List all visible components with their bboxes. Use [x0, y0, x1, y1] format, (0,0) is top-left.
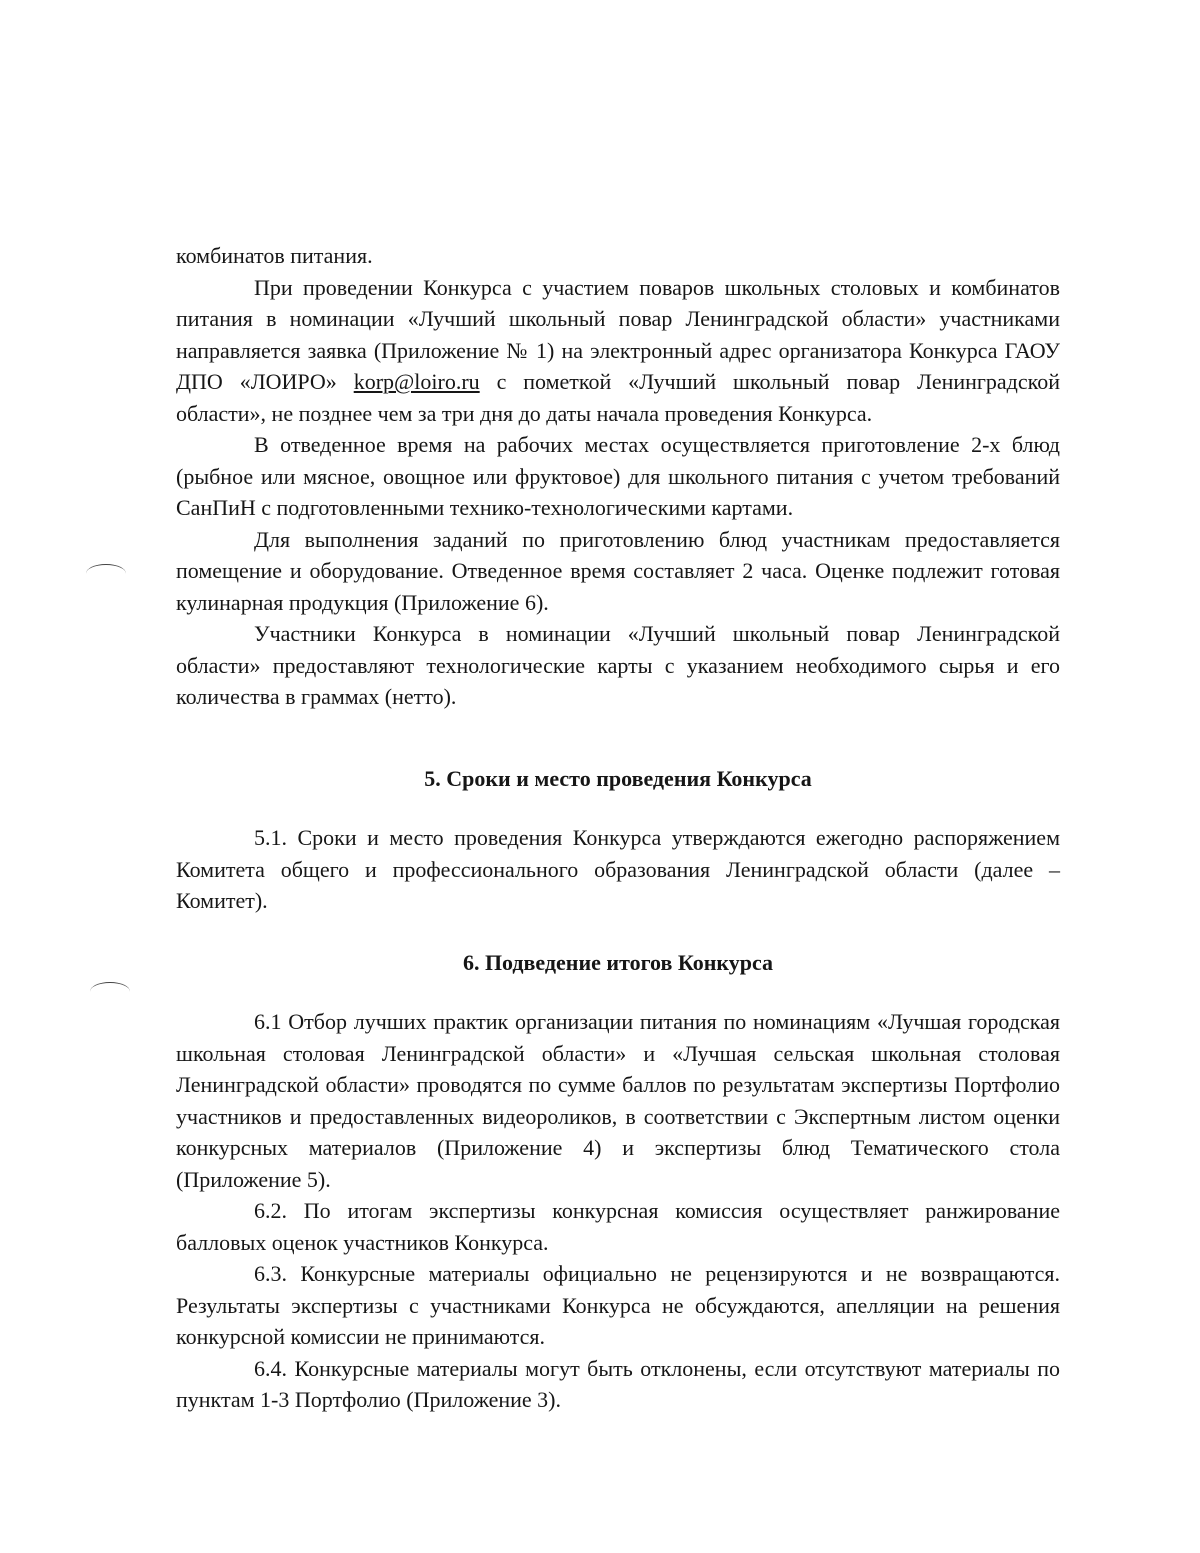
section-6-paragraph-3: 6.3. Конкурсные материалы официально не рецензируются и не возвращаются. Результаты экспертизы с участниками Конкурса не обсуждаются, апелляции на решения конкурсной комиссии не принимаются. — [176, 1261, 1060, 1349]
section-6-paragraph-1: 6.1 Отбор лучших практик организации питания по номинациям «Лучшая городская школьная столовая Ленинградской области» и «Лучшая сельская школьная столовая Ленинградской области» проводятся по сумме баллов по результатам экспертизы Портфолио участников и предоставленных видеороликов, в соответствии с Экспертным листом оценки конкурсных материалов (Приложение 4) и экспертизы блюд Тематического стола (Приложение 5). — [176, 1009, 1060, 1192]
intro-paragraph-3: Для выполнения заданий по приготовлению блюд участникам предоставляется помещение и оборудование. Отведенное время составляет 2 часа. Оценке подлежит готовая кулинарная продукция (Приложение 6). — [176, 526, 1060, 615]
section-6-paragraph-2: 6.2. По итогам экспертизы конкурсная комиссия осуществляет ранжирование балловых оценок участников Конкурса. — [176, 1198, 1060, 1255]
hole-punch-mark — [86, 564, 126, 583]
organizer-email: korp@loiro.ru — [353, 369, 480, 394]
intro-paragraph-2: В отведенное время на рабочих местах осуществляется приготовление 2-х блюд (рыбное или мясное, овощное или фруктовое) для школьного питания с учетом требований СанПиН с подготовленными технико-технологическими картами. — [176, 432, 1060, 520]
intro-p1-text-a: При проведении Конкурса с участием поваров школьных столовых и комбинатов питания в номинации «Лучший школьный повар Ленинградской области» участниками направляется заявка (Приложение № 1) на электронный адрес организатора Конкурса ГАОУ ДПО «ЛОИРО» — [176, 274, 1060, 394]
hole-punch-mark — [90, 982, 130, 1001]
section-6-paragraph-4: 6.4. Конкурсные материалы могут быть отклонены, если отсутствуют материалы по пунктам 1-3 Портфолио (Приложение 3). — [176, 1355, 1060, 1412]
intro-tail-line: комбинатов питания. — [176, 243, 373, 268]
section-5-heading: 5. Сроки и место проведения Конкурса — [424, 765, 812, 791]
intro-paragraph-1 — [176, 272, 1060, 430]
intro-p1-text-b: с пометкой «Лучший школьный повар Ленинградской области», не позднее чем за три дня до даты начала проведения Конкурса. — [176, 369, 1060, 426]
document-body — [176, 240, 1060, 1416]
intro-paragraph-4: Участники Конкурса в номинации «Лучший школьный повар Ленинградской области» предоставляют технологические карты с указанием необходимого сырья и его количества в граммах (нетто). — [176, 621, 1060, 709]
section-6-heading: 6. Подведение итогов Конкурса — [462, 949, 774, 975]
section-5-paragraph-1: 5.1. Сроки и место проведения Конкурса утверждаются ежегодно распоряжением Комитета общего и профессионального образования Ленинградской области (далее – Комитет). — [176, 825, 1060, 913]
